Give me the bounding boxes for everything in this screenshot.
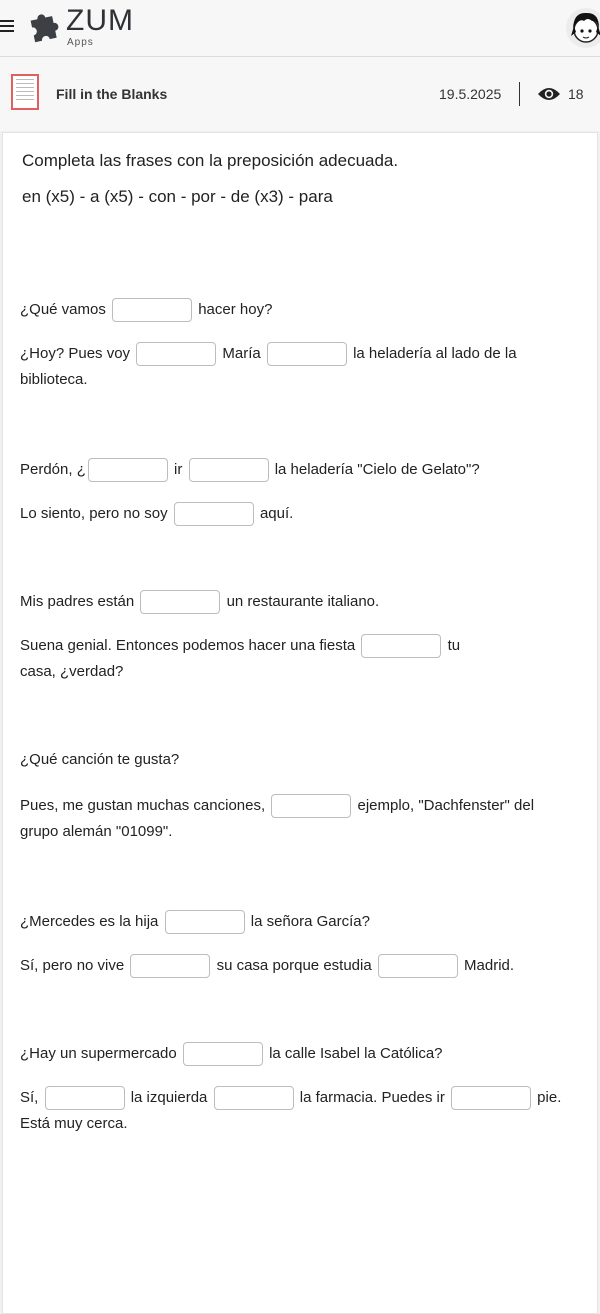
sentence-text: ¿Hay un supermercado [20, 1044, 177, 1062]
sentence-line [20, 298, 272, 322]
sentence-line [20, 910, 370, 934]
blank-input[interactable] [140, 590, 220, 614]
sentence-line: Está muy cerca. [20, 1115, 128, 1132]
blank-input[interactable] [378, 954, 458, 978]
sentence-text: Pues, me gustan muchas canciones, [20, 796, 266, 814]
sentence-text: Suena genial. Entonces podemos hacer una fiesta [20, 636, 356, 654]
sentence-text: la farmacia. Puedes ir [299, 1088, 445, 1106]
sentence-line [20, 1086, 561, 1110]
sentence-line [20, 794, 534, 818]
sentence-line [20, 954, 514, 978]
view-count: 18 [568, 86, 584, 102]
blank-input[interactable] [88, 458, 168, 482]
sentence-text: su casa porque estudia [216, 956, 372, 974]
document-date: 19.5.2025 [439, 86, 502, 102]
blank-input[interactable] [189, 458, 269, 482]
blank-input[interactable] [165, 910, 245, 934]
exercise-card [2, 132, 598, 1314]
puzzle-piece-icon [26, 8, 62, 44]
instruction-text: Completa las frases con la preposición adecuada. [22, 151, 399, 170]
blank-input[interactable] [183, 1042, 263, 1066]
zum-apps-logo[interactable] [26, 6, 136, 50]
sentence-text: ¿Qué vamos [20, 300, 106, 318]
app-header [0, 0, 600, 57]
sentence-text: Mis padres están [20, 592, 135, 610]
sentence-text: ¿Hoy? Pues voy [20, 344, 131, 362]
sentence-line: casa, ¿verdad? [20, 663, 124, 680]
sentence-line [20, 634, 460, 658]
sentence-line: grupo alemán "01099". [20, 823, 173, 840]
blank-input[interactable] [130, 954, 210, 978]
sentence-text: ejemplo, "Dachfenster" del [357, 796, 535, 814]
blank-input[interactable] [361, 634, 441, 658]
sentence-text: la heladería al lado de la [353, 344, 517, 362]
blank-input[interactable] [112, 298, 192, 322]
sentence-line: biblioteca. [20, 371, 88, 388]
sentence-line [20, 590, 379, 614]
blank-input[interactable] [267, 342, 347, 366]
sentence-text: pie. [537, 1088, 562, 1106]
blank-input[interactable] [214, 1086, 294, 1110]
sentence-text: María [222, 344, 261, 362]
sentence-text: Madrid. [464, 956, 515, 974]
blank-input[interactable] [271, 794, 351, 818]
brand-name: ZUM [66, 4, 134, 37]
blank-input[interactable] [174, 502, 254, 526]
sentence-text: Sí, [20, 1088, 39, 1106]
sentence-text: hacer hoy? [198, 300, 273, 318]
word-bank: en (x5) - a (x5) - con - por - de (x3) - para [22, 187, 333, 206]
sentence-text: ir [174, 460, 183, 478]
document-title: Fill in the Blanks [56, 86, 168, 102]
sentence-text: tu [447, 636, 461, 654]
user-avatar[interactable] [566, 8, 600, 48]
sentence-text: aquí. [259, 504, 294, 522]
sentence-text: Sí, pero no vive [20, 956, 125, 974]
document-info-bar [0, 57, 600, 131]
sentence-line [20, 342, 517, 366]
sentence-text: ¿Mercedes es la hija [20, 912, 159, 930]
sentence-text: Perdón, ¿ [20, 460, 86, 478]
sentence-text: la señora García? [250, 912, 370, 930]
blank-input[interactable] [136, 342, 216, 366]
brand-subtitle: Apps [67, 37, 94, 48]
sentence-text: un restaurante italiano. [226, 592, 380, 610]
blank-input[interactable] [451, 1086, 531, 1110]
hamburger-menu-icon[interactable] [0, 20, 14, 34]
blank-input[interactable] [45, 1086, 125, 1110]
avatar-face-icon [566, 8, 600, 48]
info-divider [519, 82, 520, 106]
sentence-text: la calle Isabel la Católica? [269, 1044, 443, 1062]
sentence-line: ¿Qué canción te gusta? [20, 751, 180, 768]
document-thumbnail[interactable] [11, 74, 39, 110]
sentence-line [20, 502, 293, 526]
eye-icon [537, 86, 561, 102]
sentence-text: la heladería "Cielo de Gelato"? [274, 460, 480, 478]
sentence-line [20, 1042, 443, 1066]
sentence-text: la izquierda [130, 1088, 208, 1106]
sentence-line [20, 458, 480, 482]
sentence-text: Lo siento, pero no soy [20, 504, 168, 522]
